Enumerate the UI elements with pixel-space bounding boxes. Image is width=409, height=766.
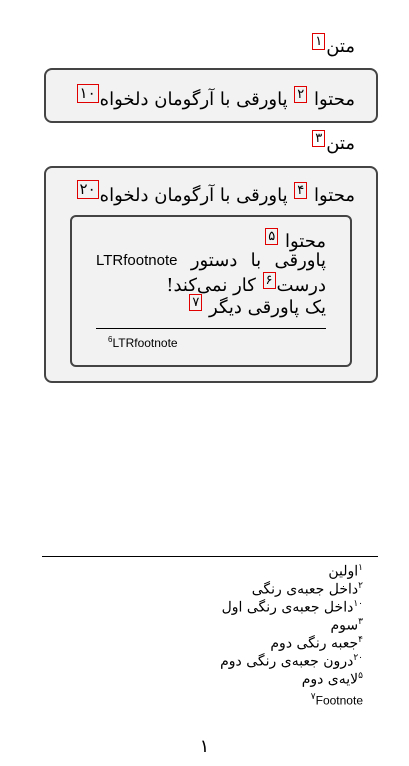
footnote-number: ۷: [310, 691, 316, 701]
footnote-text: LTRfootnote: [112, 336, 178, 350]
box1-text: [76, 84, 355, 111]
footnote-text: درون جعبه‌ی رنگی دوم: [220, 653, 354, 670]
footnote-mark[interactable]: ۴: [294, 182, 307, 199]
footnote-number: ۴: [358, 635, 363, 645]
footnote-number: ۱: [358, 563, 363, 573]
footnote-item: [270, 632, 363, 652]
footnote-text: Footnote: [315, 693, 363, 708]
footnote-rule: [42, 556, 378, 557]
footnote-mark[interactable]: ۵: [265, 228, 278, 245]
footnote-mark[interactable]: ۱۰: [77, 84, 99, 103]
inner-footnote: [108, 333, 178, 350]
footnote-number: ۲: [358, 581, 363, 591]
footnote-number: 6: [108, 335, 113, 344]
box2-text-before: محتوا: [308, 185, 355, 206]
footnote-number: ۵: [358, 671, 363, 681]
footnote-mark[interactable]: ۶: [263, 272, 276, 289]
inner-line-4: [188, 294, 326, 319]
footnote-item: [311, 688, 363, 709]
inner-text: یک پاورقی دیگر: [203, 297, 326, 318]
footnote-text: لایه‌ی دوم: [301, 671, 359, 688]
footnote-number: ۳: [358, 617, 363, 627]
footnote-item: [331, 614, 363, 634]
box2-text-mid: پاورقی با آرگومان دلخواه: [99, 185, 294, 206]
footnote-text: جعبه رنگی دوم: [270, 635, 359, 652]
footnote-item: [328, 560, 363, 580]
inner-text: محتوا: [279, 231, 326, 252]
footnote-item: [252, 578, 363, 598]
body-text: متن: [326, 36, 355, 57]
body-text: متن: [326, 133, 355, 154]
footnote-number: ۲۰: [353, 653, 363, 663]
footnote-mark[interactable]: ۲: [294, 86, 307, 103]
footnote-item: [302, 668, 363, 688]
footnote-mark[interactable]: ۳: [312, 130, 325, 147]
footnote-mark[interactable]: ۲۰: [77, 180, 99, 199]
inner-footnote-rule: [96, 328, 326, 329]
text-line-1: [311, 33, 355, 58]
box1-text-mid: پاورقی با آرگومان دلخواه: [99, 89, 294, 110]
box1-text-before: محتوا: [308, 89, 355, 110]
box2-text: [76, 180, 355, 207]
inner-text: کار نمی‌کند!: [166, 275, 262, 296]
footnote-mark[interactable]: ۱: [312, 33, 325, 50]
inner-word: دستور: [190, 250, 238, 271]
footnote-item: [222, 596, 363, 616]
inner-text: درست: [276, 275, 326, 296]
page-number: ۱: [199, 736, 210, 757]
footnote-item: [220, 650, 363, 670]
footnote-text: داخل جعبه‌ی رنگی اول: [221, 599, 354, 616]
footnote-text: سوم: [330, 617, 359, 634]
footnote-text: اولین: [328, 563, 359, 580]
inner-word: با: [250, 250, 262, 271]
footnote-text: داخل جعبه‌ی رنگی: [251, 581, 359, 598]
text-line-2: [311, 130, 355, 155]
footnote-mark[interactable]: ۷: [189, 294, 202, 311]
inner-word-ltr: LTRfootnote: [96, 252, 178, 269]
inner-word: پاورقی: [274, 250, 326, 271]
inner-line-2: [96, 250, 326, 272]
footnote-number: ۱۰: [353, 599, 363, 609]
